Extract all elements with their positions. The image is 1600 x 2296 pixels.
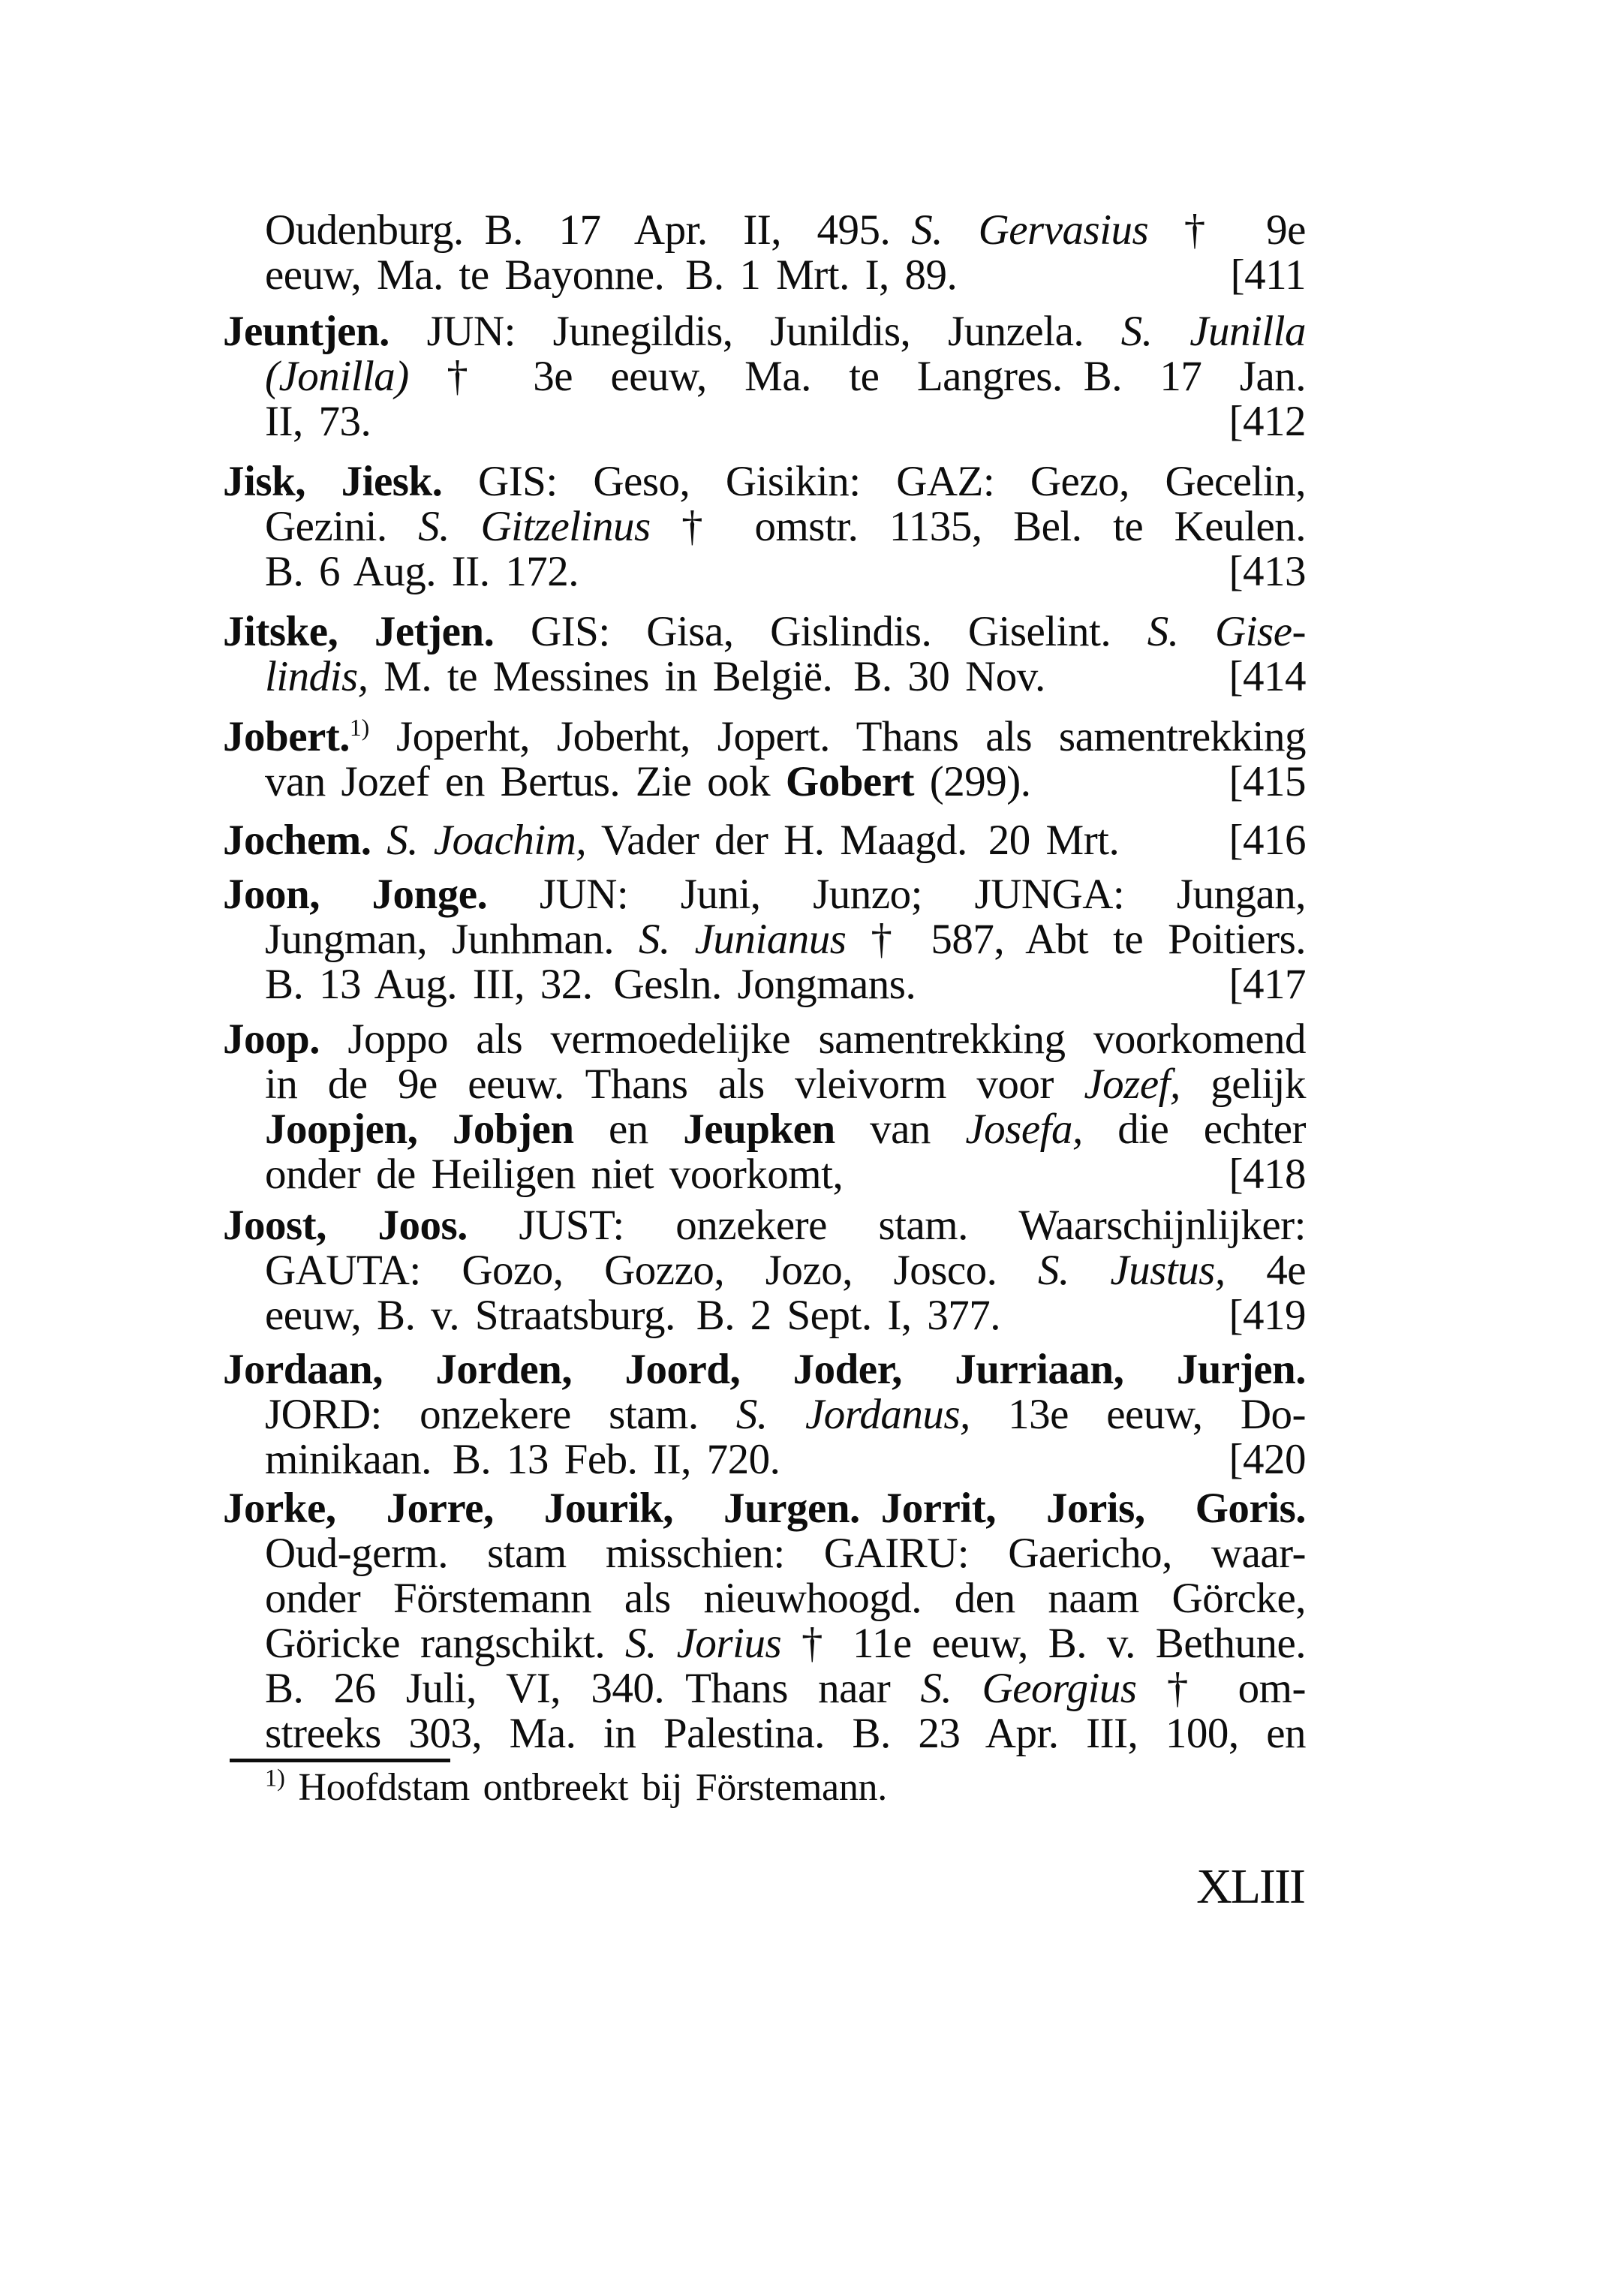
entry-416 xyxy=(223,818,1306,863)
line-text: II, 73. xyxy=(265,398,371,445)
entry-ref-number: [416 xyxy=(1229,817,1306,864)
entry-414 xyxy=(223,609,1306,700)
footnote-rule xyxy=(230,1759,450,1762)
line-text: Joopjen, Jobjen en Jeupken van Josefa, die echter xyxy=(265,1106,1306,1153)
entry-line xyxy=(265,1666,1306,1711)
line-text: streeks 303, Ma. in Palestina. B. 23 Apr. III, 100, en xyxy=(265,1710,1306,1757)
entry-line xyxy=(223,1203,1306,1248)
entry-ref-number: [411 xyxy=(1230,251,1306,299)
line-text: lindis, M. te Messines in België. B. 30 Nov. xyxy=(265,653,1045,700)
line-text: onder Förstemann als nieuwhoogd. den naam Görcke, xyxy=(265,1575,1306,1622)
entry-411 xyxy=(223,208,1306,298)
entry-line xyxy=(223,1017,1306,1062)
entry-line xyxy=(223,1347,1306,1392)
entry-ref-number: [420 xyxy=(1229,1436,1306,1483)
entry-ref-number: [419 xyxy=(1229,1292,1306,1339)
line-text: Jisk, Jiesk. GIS: Geso, Gisikin: GAZ: Gezo, Gecelin, xyxy=(223,458,1306,505)
entry-line xyxy=(265,1293,1306,1338)
entry-line xyxy=(265,354,1306,399)
footnote xyxy=(223,1765,887,1810)
entry-413 xyxy=(223,459,1306,594)
line-text: Joost, Joos. JUST: onzekere stam. Waarschijnlijker: xyxy=(223,1202,1306,1249)
entry-line xyxy=(265,1711,1306,1756)
entry-line xyxy=(265,1062,1306,1107)
line-text: Oud-germ. stam misschien: GAIRU: Gaericho, waar- xyxy=(265,1530,1306,1577)
line-text: minikaan. B. 13 Feb. II, 720. xyxy=(265,1436,780,1483)
line-text: eeuw, Ma. te Bayonne. B. 1 Mrt. I, 89. xyxy=(265,251,958,299)
entry-line xyxy=(223,872,1306,917)
entry-line xyxy=(265,1576,1306,1621)
line-text: Jochem. S. Joachim, Vader der H. Maagd. 20 Mrt. xyxy=(223,817,1120,864)
footnote-text: Hoofdstam ontbreekt bij Förstemann. xyxy=(284,1766,887,1809)
entry-ref-number: [417 xyxy=(1229,961,1306,1008)
line-text: Joon, Jonge. JUN: Juni, Junzo; JUNGA: Jungan, xyxy=(223,871,1306,918)
entry-line xyxy=(223,818,1306,863)
entry-line xyxy=(265,654,1306,700)
entry-line xyxy=(223,1486,1306,1531)
entry-line xyxy=(265,399,1306,444)
line-text: Göricke rangschikt. S. Jorius † 11e eeuw, B. v. Bethune. xyxy=(265,1620,1307,1667)
entry-line xyxy=(265,549,1306,594)
line-text: Gezini. S. Gitzelinus † omstr. 1135, Bel. te Keulen. xyxy=(265,503,1306,550)
entry-ref-number: [412 xyxy=(1229,398,1306,445)
line-text: Jeuntjen. JUN: Junegildis, Junildis, Junzela. S. Junilla xyxy=(223,308,1306,355)
line-text: JORD: onzekere stam. S. Jordanus, 13e eeuw, Do- xyxy=(265,1391,1306,1438)
line-text: eeuw, B. v. Straatsburg. B. 2 Sept. I, 377. xyxy=(265,1292,1001,1339)
entry-line xyxy=(265,504,1306,549)
entry-line xyxy=(265,253,1306,298)
entry-line xyxy=(265,1621,1306,1666)
entry-line xyxy=(223,715,1306,760)
footnote-marker: 1) xyxy=(265,1764,285,1792)
entry-line xyxy=(265,1531,1306,1576)
line-text: Joop. Joppo als vermoedelijke samentrekking voorkomend xyxy=(223,1016,1306,1063)
line-text: (Jonilla) † 3e eeuw, Ma. te Langres. B. 17 Jan. xyxy=(265,353,1306,400)
line-text: Jitske, Jetjen. GIS: Gisa, Gislindis. Giselint. S. Gise- xyxy=(223,608,1307,655)
line-text: B. 6 Aug. II. 172. xyxy=(265,548,579,595)
entry-line xyxy=(265,1107,1306,1152)
line-text: van Jozef en Bertus. Zie ook Gobert (299). xyxy=(265,758,1031,805)
entry-line xyxy=(265,1152,1306,1197)
entry-line xyxy=(265,760,1306,805)
line-text: Jobert.$^{1)}$ Joperht, Joberht, Jopert. Thans als samentrekking xyxy=(223,713,1306,760)
entry-line xyxy=(265,1248,1306,1293)
entry-ref-number: [418 xyxy=(1229,1151,1306,1198)
line-text: GAUTA: Gozo, Gozzo, Jozo, Josco. S. Justus, 4e xyxy=(265,1247,1307,1294)
line-text: B. 13 Aug. III, 32. Gesln. Jongmans. xyxy=(265,961,916,1008)
entry-417 xyxy=(223,872,1306,1007)
entry-line xyxy=(223,309,1306,354)
entry-ref-number: [415 xyxy=(1229,758,1306,805)
entry-420 xyxy=(223,1347,1306,1482)
entry-ref-number: [413 xyxy=(1229,548,1306,595)
entry-421 xyxy=(223,1486,1306,1756)
entry-418 xyxy=(223,1017,1306,1197)
entry-line xyxy=(265,208,1306,253)
line-text: Jungman, Junhman. S. Junianus † 587, Abt te Poitiers. xyxy=(265,916,1307,963)
line-text: Jordaan, Jorden, Joord, Joder, Jurriaan, Jurjen. xyxy=(223,1346,1306,1393)
entry-line xyxy=(265,1437,1306,1482)
line-text: B. 26 Juli, VI, 340. Thans naar S. Georgius † om- xyxy=(265,1665,1306,1712)
page-number: XLIII xyxy=(1196,1859,1304,1914)
entry-line xyxy=(265,1392,1306,1437)
entry-415 xyxy=(223,715,1306,805)
entry-line xyxy=(223,609,1306,654)
line-text: Oudenburg. B. 17 Apr. II, 495. S. Gervasius † 9e xyxy=(265,206,1306,254)
entry-line xyxy=(265,917,1306,962)
entry-line xyxy=(265,962,1306,1007)
line-text: Jorke, Jorre, Jourik, Jurgen. Jorrit, Joris, Goris. xyxy=(223,1485,1306,1532)
line-text: onder de Heiligen niet voorkomt, xyxy=(265,1151,844,1198)
entry-ref-number: [414 xyxy=(1229,653,1306,700)
entry-419 xyxy=(223,1203,1306,1338)
line-text: in de 9e eeuw. Thans als vleivorm voor Jozef, gelijk xyxy=(265,1061,1307,1108)
entry-line xyxy=(223,459,1306,504)
entry-412 xyxy=(223,309,1306,444)
